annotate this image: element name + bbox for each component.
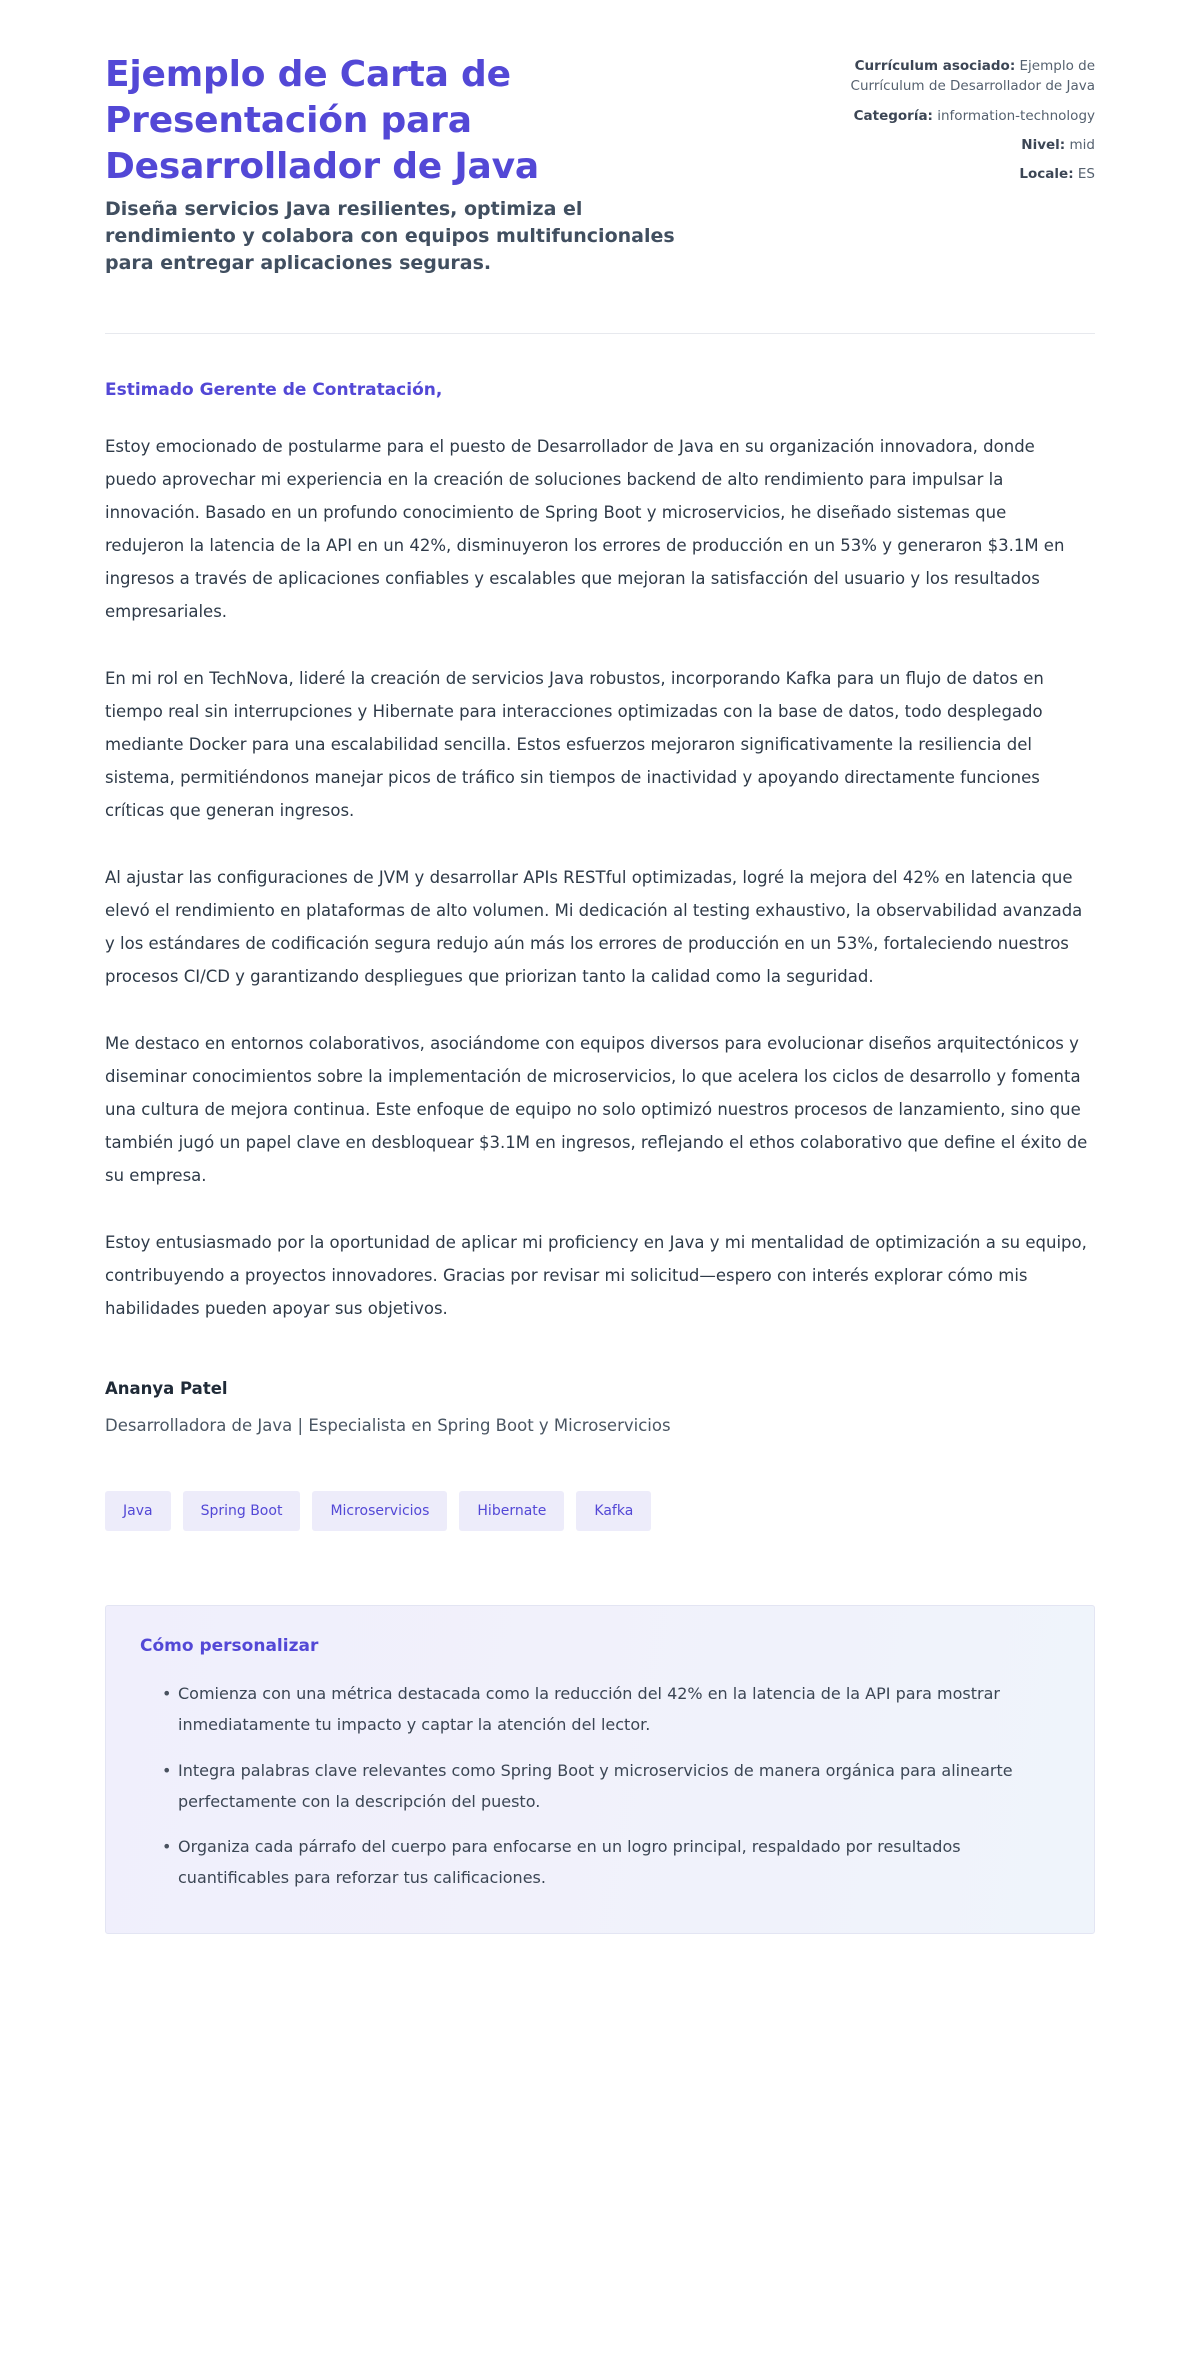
meta-row-category — [845, 106, 1095, 126]
page-content — [105, 0, 1095, 1934]
skill-tag[interactable]: Java — [105, 1491, 171, 1531]
skill-tag[interactable]: Hibernate — [459, 1491, 564, 1531]
signature-role: Desarrolladora de Java | Especialista en Spring Boot y Microservicios — [105, 1416, 671, 1436]
callout-tip-list — [140, 1678, 1060, 1893]
meta-row-level — [845, 135, 1095, 155]
skill-tag[interactable]: Microservicios — [312, 1491, 447, 1531]
list-item-text: Integra palabras clave relevantes como Spring Boot y microservicios de manera orgánica para alinearte perfectamente con la descripción del puesto. — [178, 1760, 1013, 1811]
header-title-block — [105, 52, 725, 277]
letter-paragraph: Al ajustar las configuraciones de JVM y desarrollar APIs RESTful optimizadas, logré la mejora del 42% en latencia que elevó el rendimiento en plataformas de alto volumen. Mi dedicación al testing exhaustivo, la observabilidad avanzada y los estándares de codificación segura redujo aún más los errores de producción en un 53%, fortaleciendo nuestros procesos CI/CD y garantizando despliegues que priorizan tanto la calidad como la seguridad. — [105, 868, 1083, 987]
letter-paragraph: Estoy entusiasmado por la oportunidad de aplicar mi proficiency en Java y mi mentalidad de optimización a su equipo, contribuyendo a proyectos innovadores. Gracias por revisar mi solicitud—espero con interés explorar cómo mis habilidades pueden apoyar sus objetivos. — [105, 1233, 1087, 1319]
meta-row-associated-resume — [845, 56, 1095, 97]
skill-tag[interactable]: Spring Boot — [183, 1491, 301, 1531]
how-to-customize-callout — [105, 1605, 1095, 1934]
signature-name: Ananya Patel — [105, 1379, 228, 1399]
page-subtitle: Diseña servicios Java resilientes, optimiza el rendimiento y colabora con equipos multifuncionales para entregar aplicaciones seguras. — [105, 198, 675, 275]
list-item-text: Organiza cada párrafo del cuerpo para enfocarse en un logro principal, respaldado por resultados cuantificables para reforzar tus calificaciones. — [178, 1836, 961, 1888]
list-item-text: Comienza con una métrica destacada como la reducción del 42% en la latencia de la API para mostrar inmediatamente tu impacto y captar la atención del lector. — [178, 1684, 1000, 1735]
letter-salutation: Estimado Gerente de Contratación, — [105, 380, 443, 401]
meta-value-locale: ES — [1077, 166, 1095, 182]
meta-value-associated-resume: Ejemplo de Currículum de Desarrollador de Java — [850, 58, 1095, 95]
meta-label-associated-resume: Currículum asociado: — [854, 58, 1016, 74]
letter-paragraph: Estoy emocionado de postularme para el puesto de Desarrollador de Java en su organización innovadora, donde puedo aprovechar mi experiencia en la creación de soluciones backend de alto rendimiento para impulsar la innovación. Basado en un profundo conocimiento de Spring Boot y microservicios, he diseñado sistemas que redujeron la latencia de la API en un 42%, disminuyeron los errores de producción en un 53% y generaron $3.1M en ingresos a través de aplicaciones confiables y escalables que mejoran la satisfacción del usuario y los resultados empresariales. — [105, 437, 1065, 622]
document-header — [105, 52, 1095, 277]
skill-tag-list — [105, 1491, 1095, 1531]
meta-row-locale — [845, 164, 1095, 184]
bullet-icon: • — [162, 1760, 172, 1780]
header-metadata — [845, 52, 1095, 184]
skill-tag[interactable]: Kafka — [576, 1491, 651, 1531]
meta-label-category: Categoría: — [853, 107, 933, 124]
meta-label-locale: Locale: — [1019, 166, 1074, 182]
letter-body — [105, 334, 1095, 1325]
signature-block — [105, 1379, 1095, 1435]
list-item — [162, 1678, 1042, 1740]
letter-paragraph: Me destaco en entornos colaborativos, asociándome con equipos diversos para evolucionar diseños arquitectónicos y diseminar conocimientos sobre la implementación de microservicios, lo que acelera los ciclos de desarrollo y fomenta una cultura de mejora continua. Este enfoque de equipo no solo optimizó nuestros procesos de lanzamiento, sino que también jugó un papel clave en desbloquear $3.1M en ingresos, reflejando el ethos colaborativo que define el éxito de su empresa. — [105, 1034, 1088, 1186]
callout-title: Cómo personalizar — [140, 1636, 319, 1657]
page-title: Ejemplo de Carta de Presentación para Desarrollador de Java — [105, 54, 539, 188]
list-item — [162, 1755, 1042, 1817]
meta-value-category: information-technology — [937, 107, 1095, 124]
bullet-icon: • — [162, 1684, 172, 1704]
bullet-icon: • — [162, 1836, 172, 1856]
list-item — [162, 1831, 1042, 1893]
letter-paragraph: En mi rol en TechNova, lideré la creación de servicios Java robustos, incorporando Kafka para un flujo de datos en tiempo real sin interrupciones y Hibernate para interacciones optimizadas con la base de datos, todo desplegado mediante Docker para una escalabilidad sencilla. Estos esfuerzos mejoraron significativamente la resiliencia del sistema, permitiéndonos manejar picos de tráfico sin tiempos de inactividad y apoyando directamente funciones críticas que generan ingresos. — [105, 669, 1044, 821]
meta-label-level: Nivel: — [1021, 136, 1066, 153]
meta-value-level: mid — [1069, 136, 1095, 153]
